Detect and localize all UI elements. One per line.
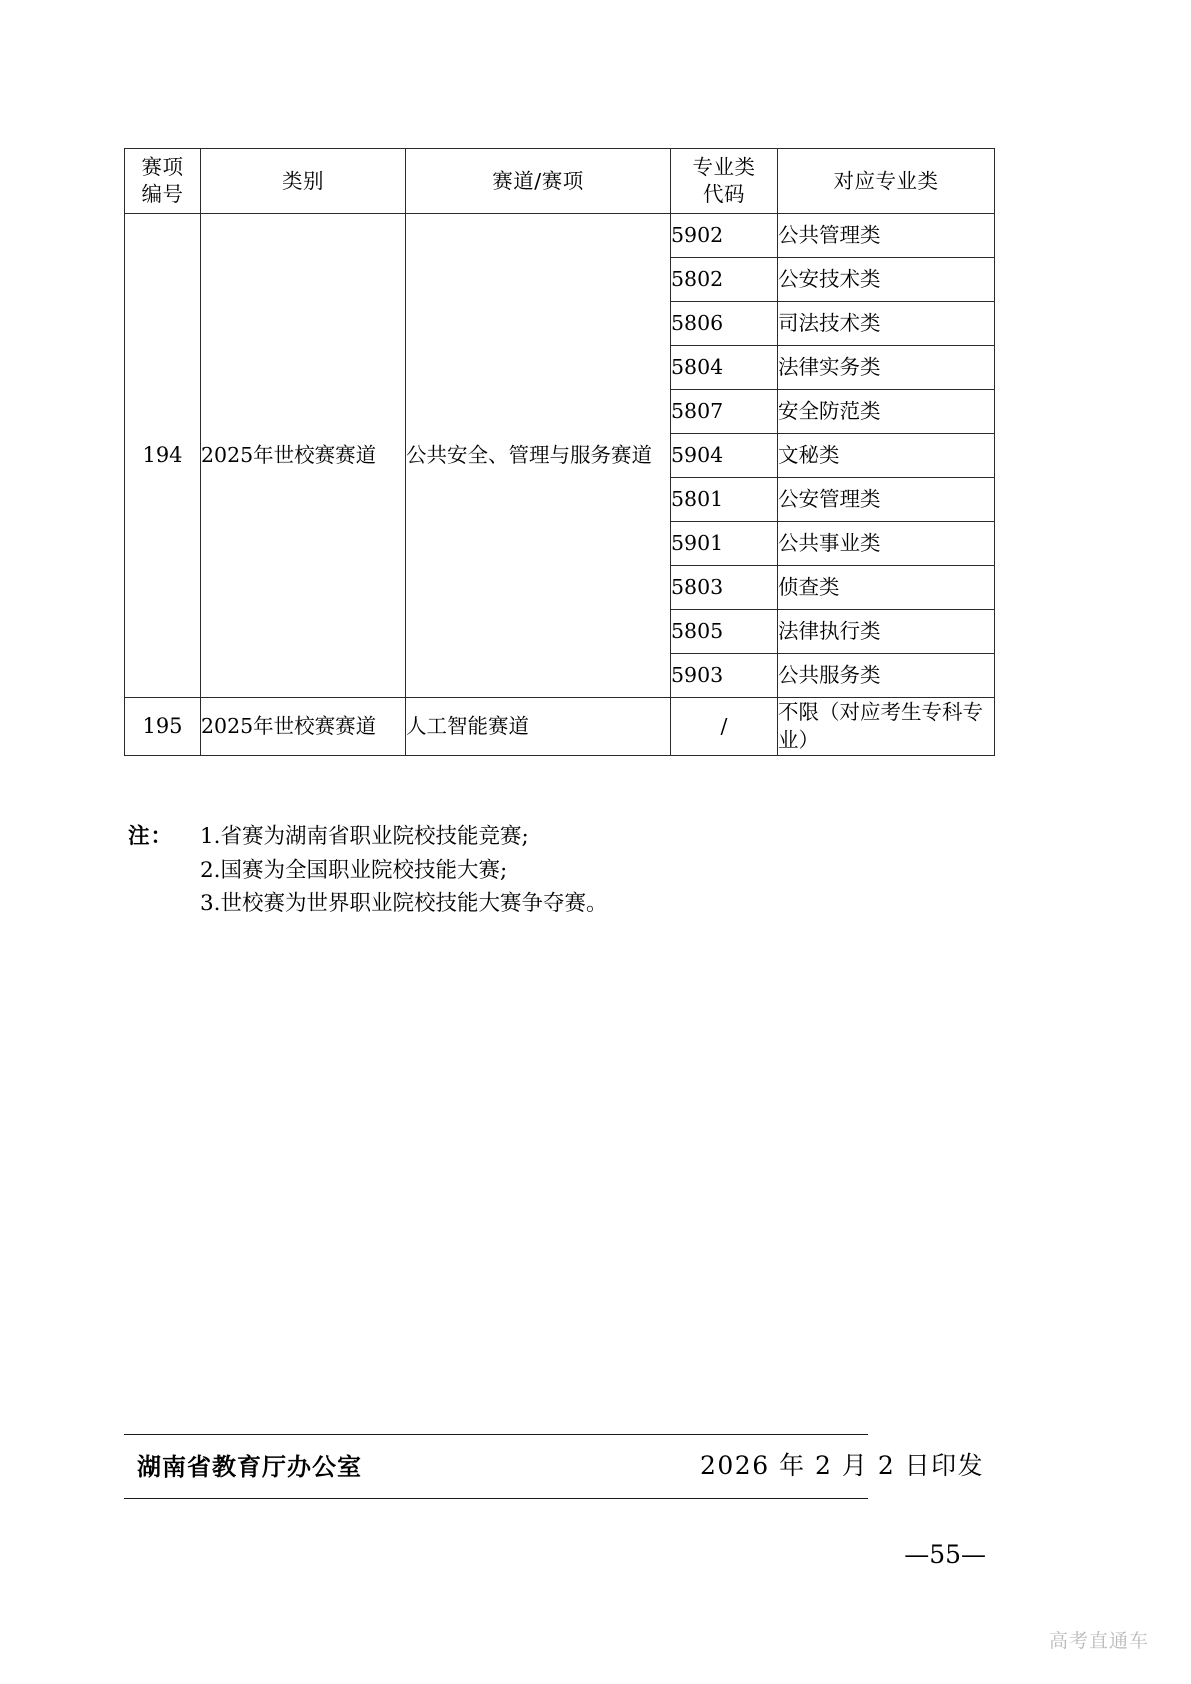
- cell-track: 公共安全、管理与服务赛道: [406, 214, 671, 698]
- cell-major-code: 5903: [671, 654, 778, 698]
- footer-issue-date: 2026 年 2 月 2 日印发: [700, 1451, 985, 1480]
- column-header-event-no: [125, 149, 201, 214]
- cell-category: 2025年世校赛赛道: [201, 698, 406, 756]
- cell-major-code: 5806: [671, 302, 778, 346]
- table-header-row: [125, 149, 995, 214]
- column-header-major-category: 对应专业类: [778, 149, 995, 214]
- watermark: 高考直通车: [1048, 1630, 1149, 1652]
- column-header-major-code-line1: 专业类: [692, 155, 756, 180]
- column-header-major-code: [671, 149, 778, 214]
- footer-issuer: 湖南省教育厅办公室: [137, 1453, 362, 1481]
- notes-list: [200, 820, 888, 921]
- cell-major-name: 公共管理类: [778, 214, 995, 258]
- notes-section: [128, 820, 888, 921]
- cell-major-name: 公安管理类: [778, 478, 995, 522]
- cell-major-code: 5804: [671, 346, 778, 390]
- cell-major-name: 法律执行类: [778, 610, 995, 654]
- cell-major-code: 5803: [671, 566, 778, 610]
- cell-event-no: 194: [125, 214, 201, 698]
- cell-track: 人工智能赛道: [406, 698, 671, 756]
- cell-major-code: 5807: [671, 390, 778, 434]
- notes-label: 注：: [128, 824, 174, 849]
- note-item-1: 1.省赛为湖南省职业院校技能竞赛;: [200, 824, 529, 849]
- cell-major-code: 5802: [671, 258, 778, 302]
- cell-major-name: 公共事业类: [778, 522, 995, 566]
- cell-major-code: /: [671, 698, 778, 756]
- column-header-event-no-line1: 赛项: [141, 155, 184, 180]
- cell-major-code: 5801: [671, 478, 778, 522]
- cell-event-no: 195: [125, 698, 201, 756]
- column-header-category: 类别: [201, 149, 406, 214]
- cell-major-name: 安全防范类: [778, 390, 995, 434]
- cell-major-name: 不限（对应考生专科专业）: [778, 698, 995, 756]
- cell-major-code: 5901: [671, 522, 778, 566]
- cell-major-name: 法律实务类: [778, 346, 995, 390]
- column-header-event-no-line2: 编号: [141, 182, 184, 206]
- note-item-2: 2.国赛为全国职业院校技能大赛;: [200, 857, 508, 883]
- column-header-major-code-line2: 代码: [703, 182, 745, 206]
- cell-major-name: 公安技术类: [778, 258, 995, 302]
- page-number: —55—: [904, 1540, 986, 1569]
- note-item-3: 3.世校赛为世界职业院校技能大赛争夺赛。: [200, 891, 608, 917]
- cell-major-name: 司法技术类: [778, 302, 995, 346]
- cell-major-code: 5805: [671, 610, 778, 654]
- footer-divider-bottom: [124, 1498, 868, 1499]
- cell-major-name: 公共服务类: [778, 654, 995, 698]
- cell-major-name: 侦查类: [778, 566, 995, 610]
- competition-major-table: [124, 148, 995, 756]
- column-header-track: 赛道/赛项: [406, 149, 671, 214]
- footer-divider-top: [124, 1434, 868, 1435]
- table-row: [125, 214, 995, 258]
- table-row: [125, 698, 995, 756]
- cell-major-code: 5904: [671, 434, 778, 478]
- cell-category: 2025年世校赛赛道: [201, 214, 406, 698]
- cell-major-name: 文秘类: [778, 434, 995, 478]
- cell-major-code: 5902: [671, 214, 778, 258]
